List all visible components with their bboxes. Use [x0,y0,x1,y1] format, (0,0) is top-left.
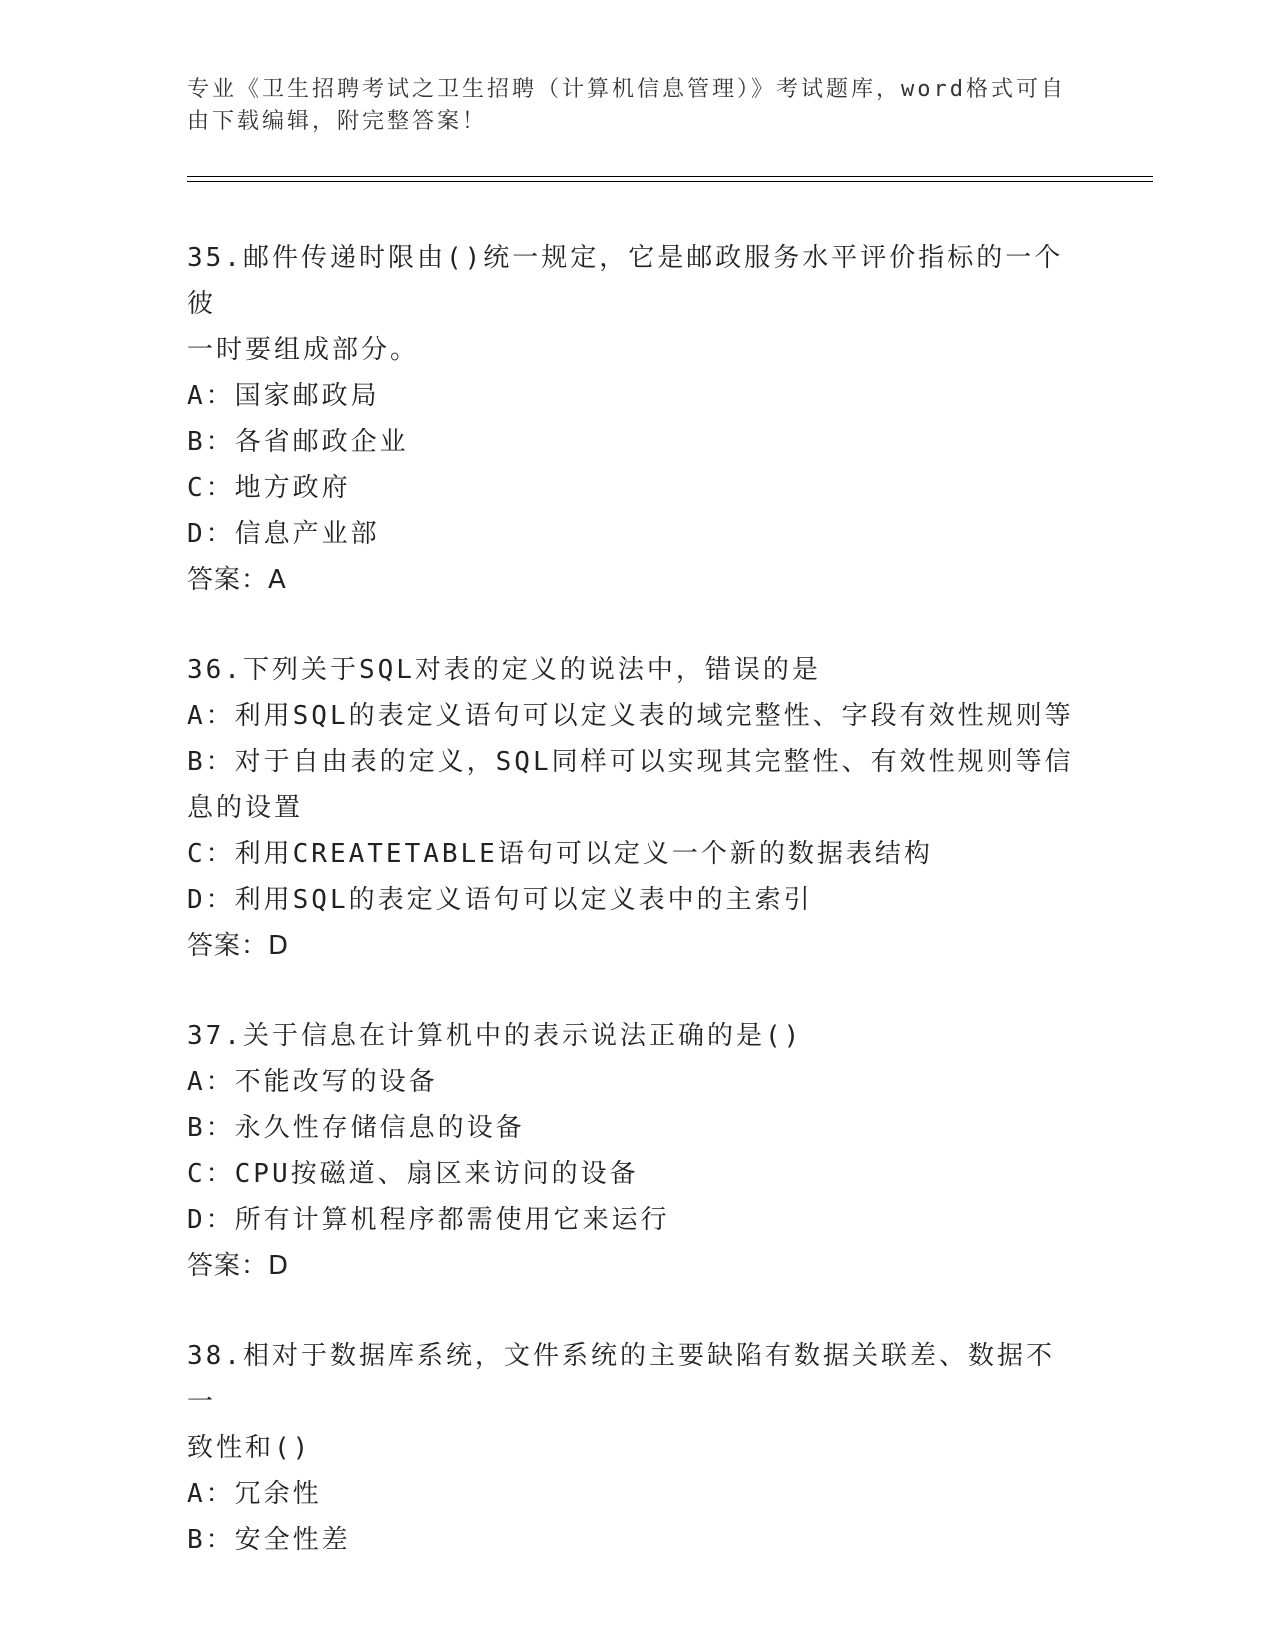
option-a: A：利用SQL的表定义语句可以定义表的域完整性、字段有效性规则等 [187,701,1074,731]
question-stem: 致性和() [187,1433,312,1463]
option-a: A：国家邮政局 [187,381,380,411]
option-b: B：永久性存储信息的设备 [187,1113,525,1143]
header-divider [187,181,1153,182]
question-list [187,235,1077,1607]
answer: 答案：A [187,565,287,595]
question-stem: 37.关于信息在计算机中的表示说法正确的是() [187,1021,803,1051]
question-35 [187,235,1077,603]
header-divider [187,176,1153,177]
option-d: D：信息产业部 [187,519,380,549]
answer: 答案：D [187,1251,290,1281]
option-a: A：冗余性 [187,1479,322,1509]
question-36 [187,647,1077,969]
option-a: A：不能改写的设备 [187,1067,438,1097]
option-d: D：所有计算机程序都需使用它来运行 [187,1205,670,1235]
header-line: 专业《卫生招聘考试之卫生招聘（计算机信息管理）》考试题库，word格式可自 [187,77,1066,102]
question-stem: 36.下列关于SQL对表的定义的说法中，错误的是 [187,655,821,685]
question-stem: 一时要组成部分。 [187,335,420,365]
option-c: C：地方政府 [187,473,351,503]
option-d: D：利用SQL的表定义语句可以定义表中的主索引 [187,885,813,915]
option-c: C：利用CREATETABLE语句可以定义一个新的数据表结构 [187,839,933,869]
option-b-continued: 息的设置 [187,793,304,823]
option-b: B：各省邮政企业 [187,427,409,457]
document-header [187,74,1067,138]
question-37 [187,1013,1077,1289]
question-38 [187,1333,1077,1563]
option-b: B：对于自由表的定义，SQL同样可以实现其完整性、有效性规则等信 [187,747,1074,777]
question-stem: 38.相对于数据库系统，文件系统的主要缺陷有数据关联差、数据不一 [187,1341,1055,1417]
option-b: B：安全性差 [187,1525,351,1555]
answer: 答案：D [187,931,290,961]
question-stem: 35.邮件传递时限由()统一规定，它是邮政服务水平评价指标的一个彼 [187,243,1064,319]
header-line: 由下载编辑，附完整答案！ [187,109,488,134]
option-c: C：CPU按磁道、扇区来访问的设备 [187,1159,639,1189]
